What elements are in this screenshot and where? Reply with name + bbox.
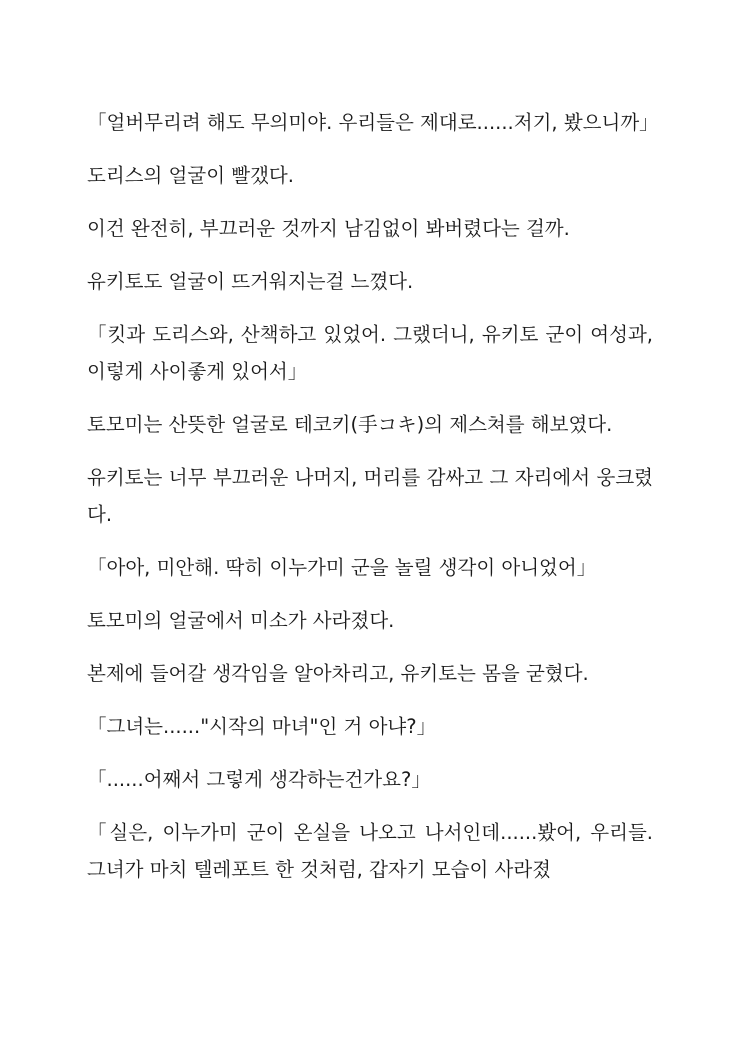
paragraph: 「아아, 미안해. 딱히 이누가미 군을 놀릴 생각이 아니었어」 — [87, 556, 597, 579]
paragraph: 유키토는 너무 부끄러운 나머지, 머리를 감싸고 그 자리에서 웅크렸다. — [87, 466, 653, 526]
paragraph: 도리스의 얼굴이 빨갰다. — [87, 164, 294, 187]
paragraph: 토모미는 산뜻한 얼굴로 테코키(手コキ)의 제스쳐를 해보였다. — [87, 413, 613, 436]
paragraph: 「......어째서 그렇게 생각하는건가요?」 — [87, 768, 431, 791]
paragraph: 「그녀는......"시작의 마녀"인 거 아냐?」 — [87, 715, 437, 738]
paragraph: 이건 완전히, 부끄러운 것까지 남김없이 봐버렸다는 걸까. — [87, 217, 570, 240]
paragraph: 본제에 들어갈 생각임을 알아차리고, 유키토는 몸을 굳혔다. — [87, 662, 589, 685]
paragraph: 「실은, 이누가미 군이 온실을 나오고 나서인데......봤어, 우리들. 그녀가 마치 텔레포트 한 것처럼, 갑자기 모습이 사라졌 — [87, 821, 653, 881]
body-text — [87, 104, 659, 904]
paragraph: 유키토도 얼굴이 뜨거워지는걸 느꼈다. — [87, 270, 414, 293]
paragraph: 토모미의 얼굴에서 미소가 사라졌다. — [87, 609, 395, 632]
paragraph: 「킷과 도리스와, 산책하고 있었어. 그랬더니, 유키토 군이 여성과, 이렇게 사이좋게 있어서」 — [87, 323, 653, 383]
paragraph: 「얼버무리려 해도 무의미야. 우리들은 제대로......저기, 봤으니까」 — [87, 111, 659, 134]
